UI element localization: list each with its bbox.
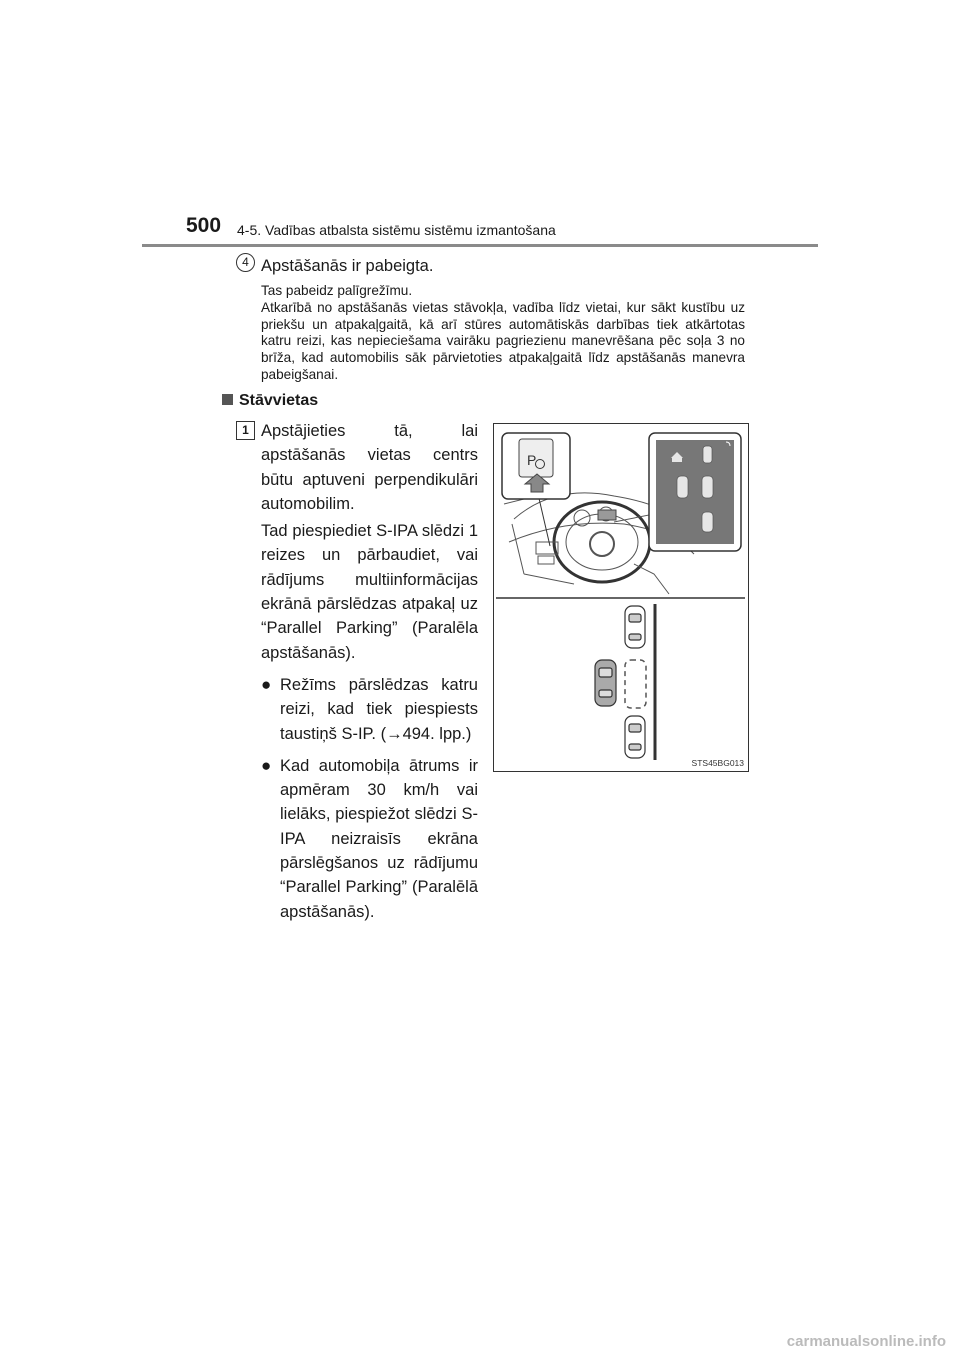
step-4-note-line2: Atkarībā no apstāšanās vietas stāvokļa, vadība līdz vietai, kur sākt kustību uz priekšu un atpakaļgaitā, kā arī stūres automātiskās darbības tiek atkārtotas katru reizi, kas nepieciešama vairāku pagriezienu manevrēšana pēc soļa 3 no brīža, kad automobilis sāk pārvietoties atpakaļgaitā līdz apstāšanās manevra pabeigšanai. [261,299,745,382]
step-4-badge: 4 [236,253,255,272]
step-1-body [261,419,478,924]
chapter-title: 4-5. Vadības atbalsta sistēmu sistēmu izmantošana [237,222,556,238]
bullet-text-1: Režīms pārslēdzas katru reizi, kad tiek piespiests taustiņš S-IP. (→494. lpp.) [280,675,478,743]
step-4-note-line1: Tas pabeidz palīgrežīmu. [261,283,413,298]
bullet-text-2: Kad automobiļa ātrums ir apmēram 30 km/h vai lielāks, piespiežot slēdzi S-IPA neizraisīs ekrāna pārslēgšanos uz rādījumu “Parallel Parking” (Paralēlā apstāšanās). [280,756,478,921]
step-1-para2: Tad piespiediet S-IPA slēdzi 1 reizes un pārbaudiet, vai rādījums multiinformācijas ekrānā pārslēdzas atpakaļ uz “Parallel Parking” (Paralēla apstāšanās). [261,522,478,662]
own-vehicle [595,660,616,706]
bullet-icon: ● [261,755,272,775]
parked-car-front [625,606,645,648]
page-number: 500 [186,214,222,237]
illustration-drawing [494,424,747,770]
step-1-badge: 1 [236,421,255,440]
bullet-item [261,754,478,924]
step-1-para1: Apstājieties tā, lai apstāšanās vietas centrs būtu aptuveni perpendikulāri automobilim. [261,422,478,513]
header-divider [142,244,818,247]
section-title: Stāvvietas [239,392,319,409]
bullet-item [261,673,478,746]
bullet-icon: ● [261,674,272,694]
multi-info-display [656,440,734,544]
parking-illustration [493,423,749,772]
section-heading [222,392,318,410]
watermark: carmanualsonline.info [786,1333,946,1350]
callout-line [538,494,550,546]
parked-car-rear [625,716,645,758]
target-parking-space [625,660,646,708]
figure-code: STS45BG013 [691,758,744,768]
button-letter: P [527,452,537,468]
step-4-title: Apstāšanās ir pabeigta. [261,257,434,275]
step-4-note [261,283,745,384]
section-square-icon [222,394,233,405]
